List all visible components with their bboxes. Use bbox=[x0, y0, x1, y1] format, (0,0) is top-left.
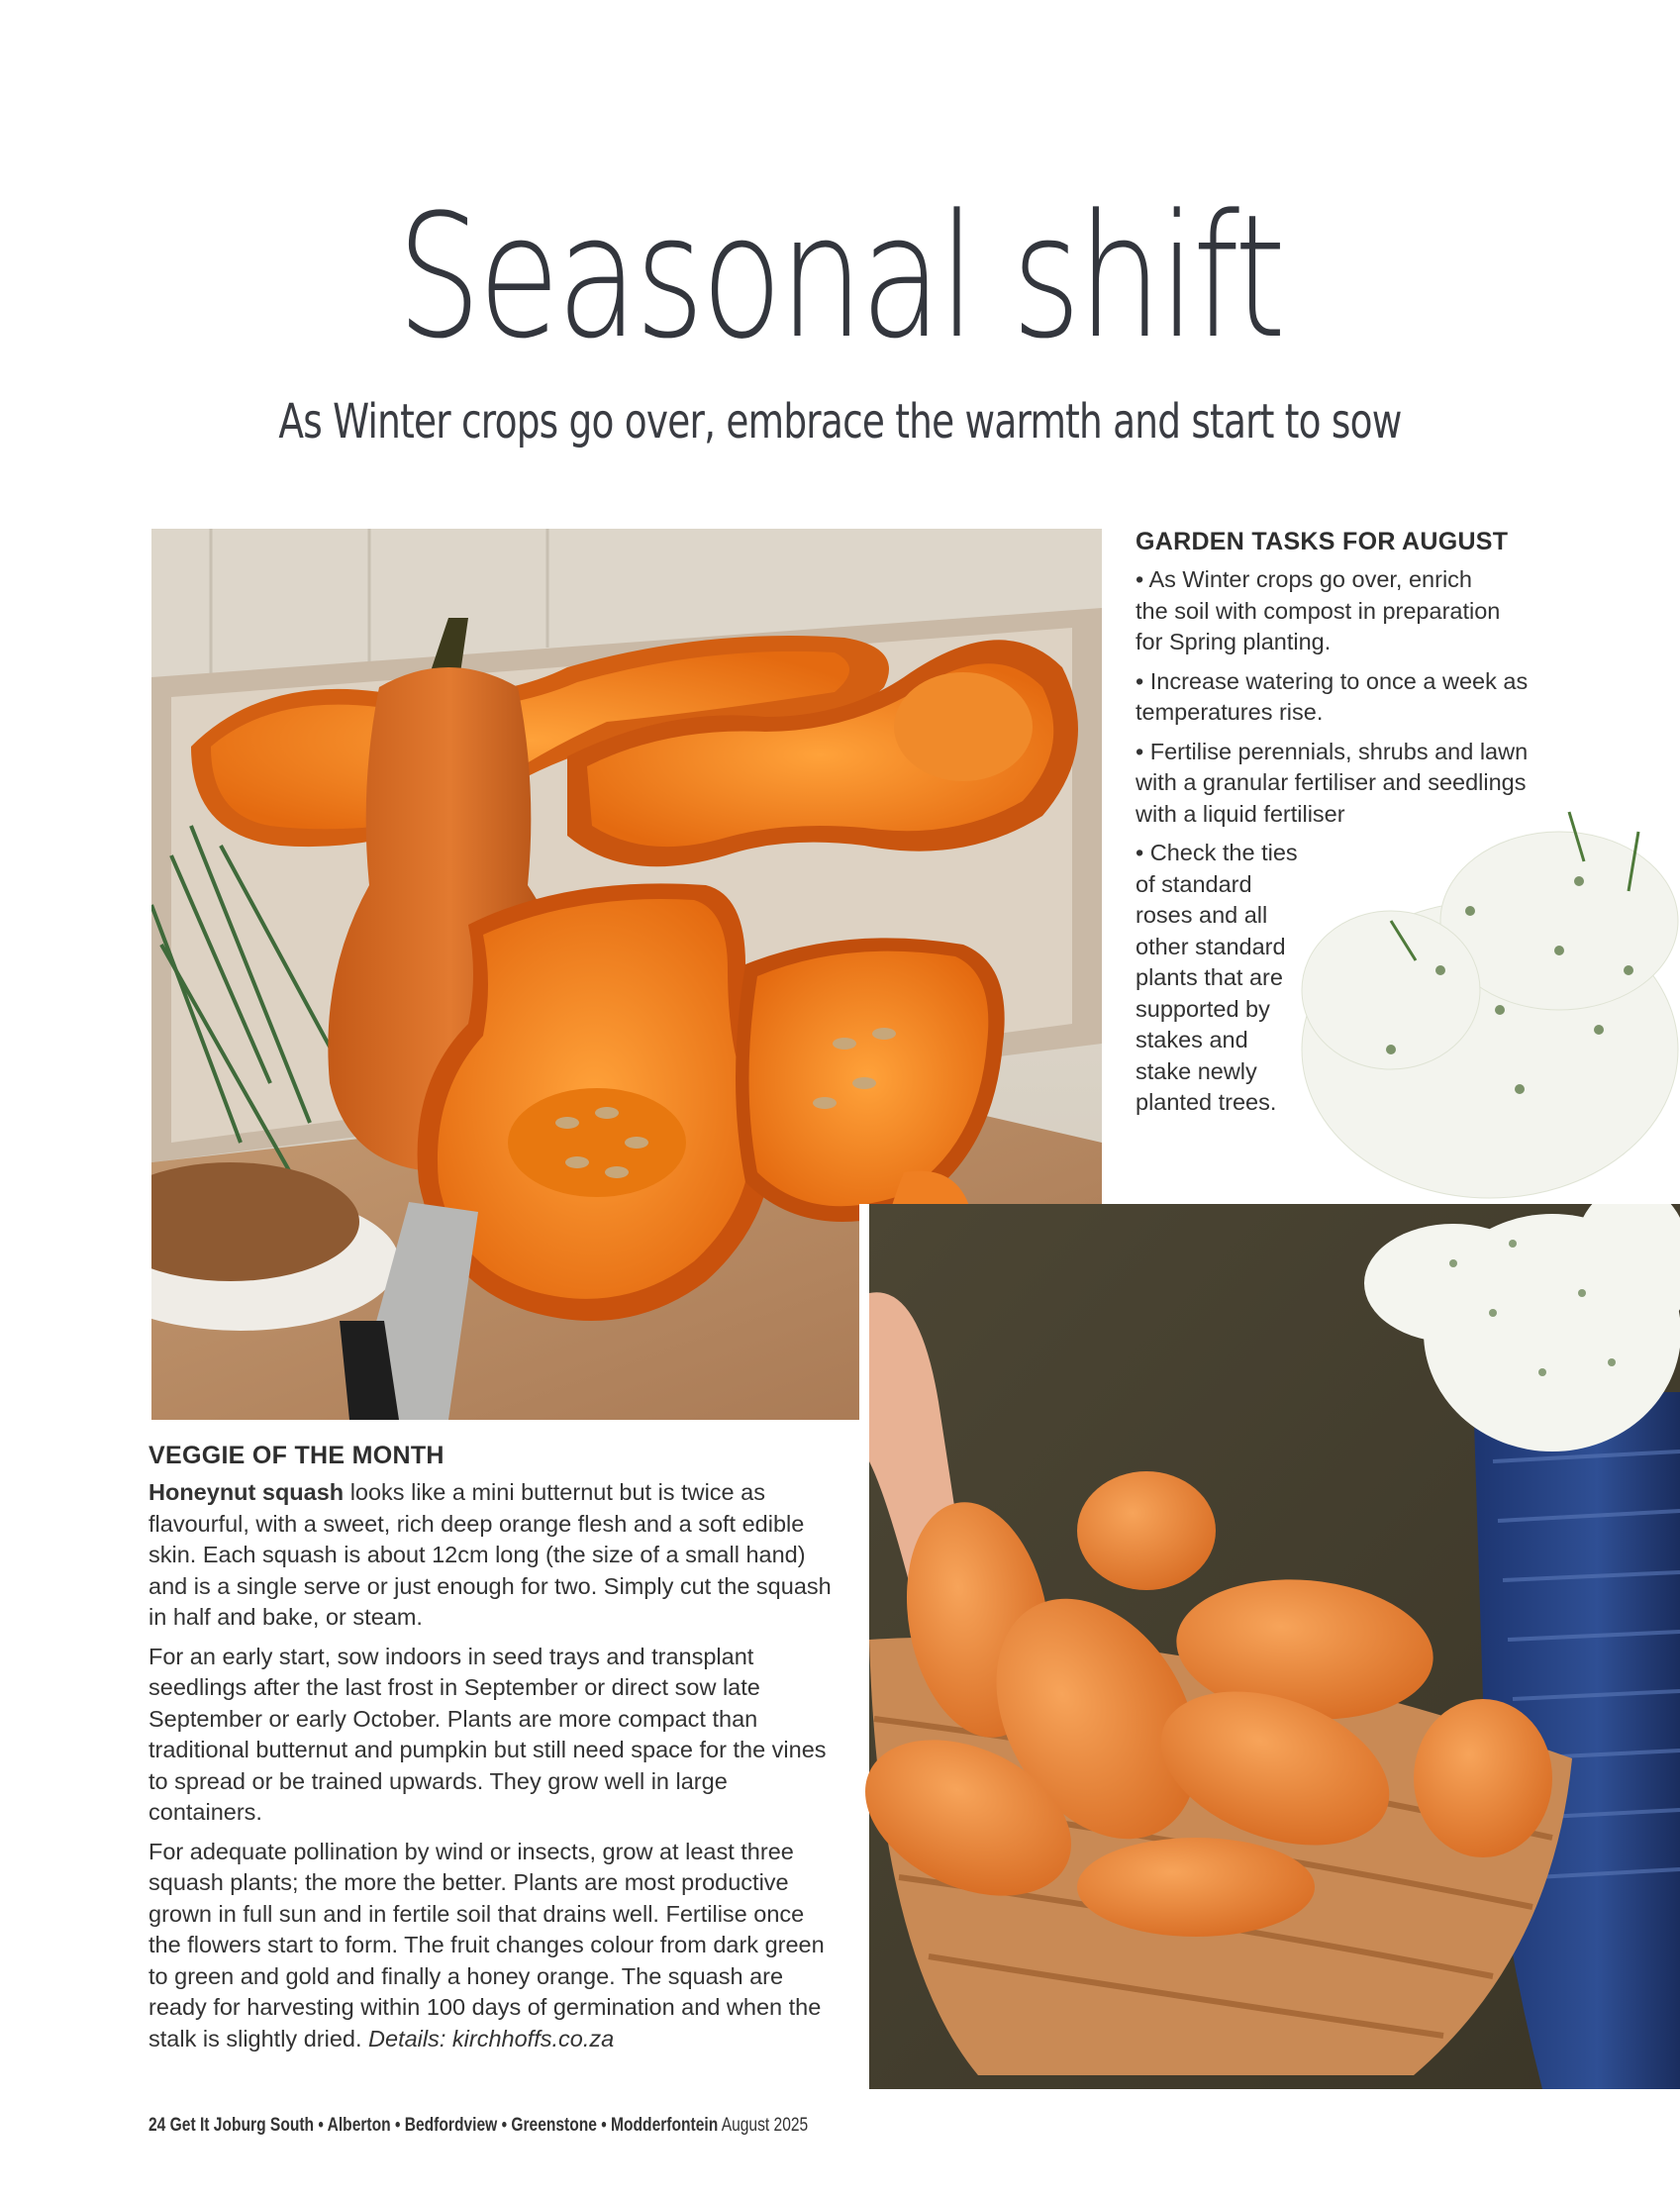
task-item-stakes: • Check the ties of standard roses and all other standard plants that are supported by stakes and stake newly planted trees. bbox=[1136, 840, 1298, 1115]
details-link[interactable]: Details: kirchhoffs.co.za bbox=[368, 2025, 615, 2052]
veggie-paragraph-3 bbox=[148, 1837, 832, 2055]
veggie-paragraph-1-text: looks like a mini butternut but is twice as flavourful, with a sweet, rich deep orange flesh and a soft edible skin. Each squash is about 12cm long (the size of a small hand) and is a single serve or just enough for two. Simply cut the squash in half and bake, or steam. bbox=[148, 1479, 832, 1630]
veggie-paragraph-1 bbox=[148, 1477, 832, 1634]
page-footer bbox=[148, 2115, 808, 2137]
task-item-compost: • As Winter crops go over, enrich the soil with compost in preparation for Spring planting. bbox=[1136, 566, 1501, 654]
footer-page-info: 24 Get It Joburg South • Alberton • Bedfordview • Greenstone • Modderfontein bbox=[148, 2115, 719, 2136]
veggie-paragraph-3-text: For adequate pollination by wind or insects, grow at least three squash plants; the more the better. Plants are most productive grown in full sun and in fertile soil that drains well. Fertilise once the flowers start to form. The fruit changes colour from dark green to green and gold and finally a honey orange. The squash are ready for harvesting within 100 days of germination and when the stalk is slightly dried. bbox=[148, 1838, 825, 2052]
garden-tasks-heading: GARDEN TASKS FOR AUGUST bbox=[1136, 528, 1509, 555]
veggie-body bbox=[148, 1477, 832, 2062]
veggie-heading: VEGGIE OF THE MONTH bbox=[148, 1442, 445, 1469]
page-subtitle: As Winter crops go over, embrace the warmth and start to sow bbox=[278, 394, 1402, 450]
veggie-paragraph-2: For an early start, sow indoors in seed trays and transplant seedlings after the last frost in September or direct sow late September or early October. Plants are more compact than traditional butternut and pumpkin but still need space for the vines to spread or be trained upwards. They grow well in large containers. bbox=[148, 1643, 827, 1825]
veggie-lead: Honeynut squash bbox=[148, 1479, 345, 1505]
squash-basket-photo bbox=[859, 1204, 1680, 2089]
page-title: Seasonal shift bbox=[396, 177, 1284, 376]
garden-tasks-list bbox=[1136, 564, 1541, 1127]
footer-date: August 2025 bbox=[721, 2115, 809, 2136]
task-item-fertilise: • Fertilise perennials, shrubs and lawn with a granular fertiliser and seedlings with a liquid fertiliser bbox=[1136, 738, 1529, 827]
task-item-watering: • Increase watering to once a week as temperatures rise. bbox=[1136, 667, 1529, 725]
